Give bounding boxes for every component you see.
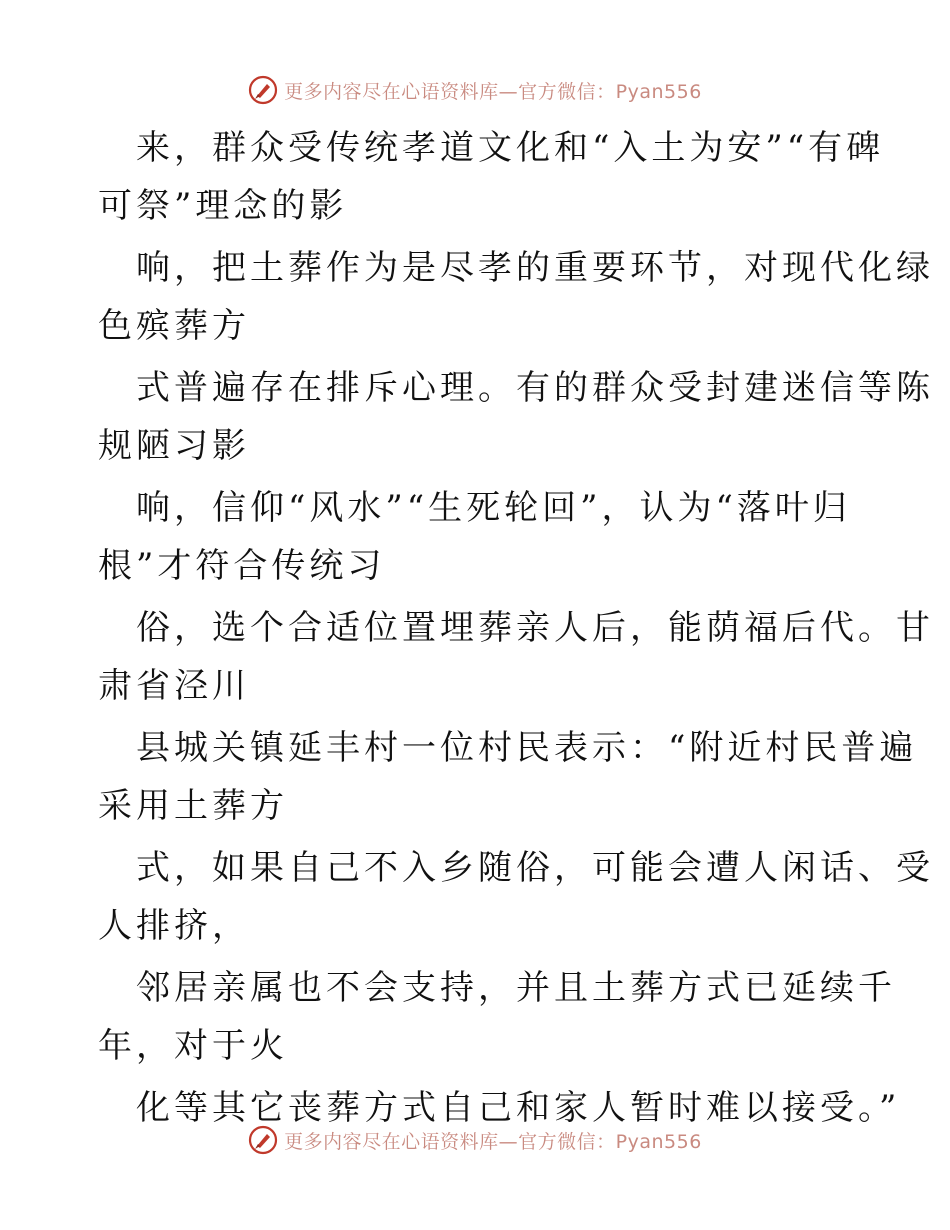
body-line: 响，把土葬作为是尽孝的重要环节，对现代化绿 (136, 248, 934, 288)
body-line: 来，群众受传统孝道文化和“入土为安”“有碑 (136, 128, 885, 168)
body-line: 规陋习影 (98, 426, 250, 466)
body-line: 化等其它丧葬方式自己和家人暂时难以接受。” (136, 1088, 901, 1128)
footer-watermark (0, 1120, 950, 1160)
document-body (98, 120, 934, 1138)
watermark-text: 更多内容尽在心语资料库—官方微信：Pyan556 (284, 80, 702, 103)
body-line: 俗，选个合适位置埋葬亲人后，能荫福后代。甘 (136, 608, 934, 648)
body-line: 采用土葬方 (98, 786, 288, 826)
body-line: 色殡葬方 (98, 306, 250, 346)
body-line: 式普遍存在排斥心理。有的群众受封建迷信等陈 (136, 368, 934, 408)
pen-nib-logo-icon (248, 75, 278, 105)
body-line: 县城关镇延丰村一位村民表示：“附近村民普遍 (136, 728, 918, 768)
body-line: 年，对于火 (98, 1026, 288, 1066)
pen-nib-logo-icon (248, 1125, 278, 1155)
body-line: 邻居亲属也不会支持，并且土葬方式已延续千 (136, 968, 896, 1008)
watermark-text: 更多内容尽在心语资料库—官方微信：Pyan556 (284, 1130, 702, 1153)
body-line: 响，信仰“风水”“生死轮回”，认为“落叶归 (136, 488, 851, 528)
body-line: 根”才符合传统习 (98, 546, 386, 586)
body-line: 肃省泾川 (98, 666, 250, 706)
header-watermark (0, 70, 950, 110)
body-line: 式，如果自己不入乡随俗，可能会遭人闲话、受 (136, 848, 934, 888)
body-line: 人排挤， (98, 906, 250, 946)
body-line: 可祭”理念的影 (98, 186, 348, 226)
